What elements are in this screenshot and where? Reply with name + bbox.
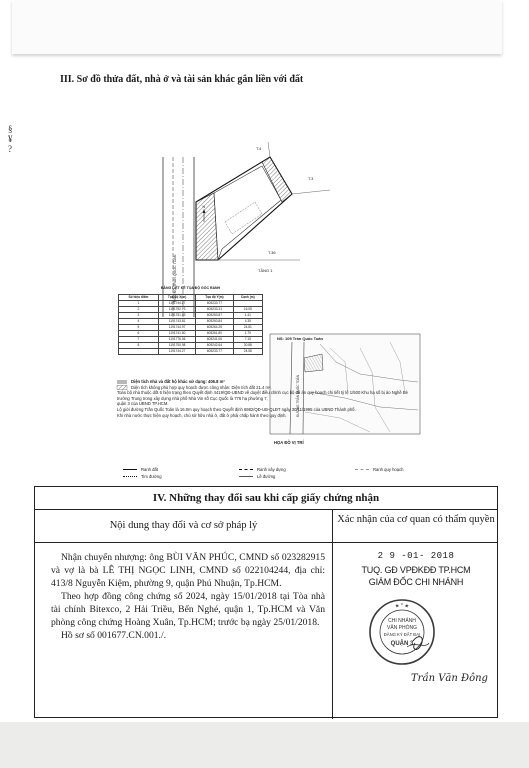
coord-cell: 1191743.81 [158,319,195,325]
plan-notes [117,379,417,418]
legend-le-duong: Lề đường [239,474,275,479]
previous-page-card [12,0,502,54]
coord-cell: 605233.31 [196,307,233,313]
location-map-title: NS: 105 Trần Quốc Toản [277,336,323,341]
stamp-title-line: GIÁM ĐỐC CHI NHÁNH [368,577,464,587]
coord-cell: 5 [119,325,159,331]
legend-ranh-xay-dung: Ranh xây dựng [239,467,286,472]
coord-cell: 2 [119,307,159,313]
change-contract-paragraph: Theo hợp đồng công chứng số 2024, ngày 15/01/2018 tại Tòa nhà tài chính Bitexco, 2 Hải Triều, Bến Nghé, quận 1, Tp.HCM và Văn phòng công chứng Hoàng Xuân, Tp.HCM; trước bạ ngày 25/01/2018. [51,591,325,628]
built-area-hatch [262,157,292,202]
change-transfer-paragraph: Nhận chuyển nhượng: ông BÙI VĂN PHÚC, CMND số 023282915 và vợ là bà LÊ THỊ NGỌC LINH, CMND số 022104244, địa chỉ: 413/8 Nguyễn Kiệm, phường 9, quận Phú Nhuận, Tp.HCM. [51,552,325,589]
note-built: Diện tích nhà và đất hộ khác sử dụng: 406.8 m² [131,379,225,384]
coord-header: Tọa độ X(m) [158,295,195,301]
note-unplanned: Diện tích không phù hợp quy hoạch được công nhận: Diện tích đất 21.4 m². [131,384,272,390]
coord-cell: 1 [119,301,159,307]
seal-line-3: ĐĂNG KÝ ĐẤT ĐAI [383,632,421,637]
coord-cell: 1191750.98 [158,343,195,349]
coord-cell: 605260.84 [196,319,233,325]
stamp-date: 2 9 -01- 2018 [377,551,455,561]
svg-text:★ * ★: ★ * ★ [394,603,410,610]
location-map-caption: HỌA ĐỒ VỊ TRÍ [274,440,304,445]
coord-cell: 24.81 [233,325,262,331]
coord-cell: 4.35 [233,319,262,325]
coord-cell: 605242.64 [196,343,233,349]
floor-label: TẦNG 1 [258,268,273,273]
signer-name: Trần Văn Đông [411,673,488,684]
coord-row [119,349,263,355]
section-4-table [34,486,498,718]
coordinate-table [118,294,263,355]
coord-cell: 16.05 [233,307,262,313]
note-4: Khi nhà nước thực hiện quy hoạch, chủ sở hữu nhà ở, đất ở phải chấp hành theo quy định. [117,412,287,418]
legend-ranh-quy-hoach: Ranh quy hoạch [355,467,404,472]
coord-cell: 3 [119,313,159,319]
coord-cell: 8 [119,343,159,349]
coord-cell: 1.79 [233,331,262,337]
seal-line-1: CHI NHÁNH [388,618,416,624]
note-2: quận 3 của UBND TP.HCM. [117,401,169,407]
coord-cell: 605261.80 [196,331,233,337]
header-authority-confirmation: Xác nhận của cơ quan có thẩm quyền [337,514,495,525]
legend-tim-duong: Tim đường [123,474,162,479]
svg-text:N: N [202,205,206,209]
certificate-page [0,62,529,768]
stamp-authority-line: TUQ. GĐ VPĐKĐĐ TP.HCM [361,565,471,575]
coord-cell: 7.15 [233,337,262,343]
section-4-title: IV. Những thay đổi sau khi cấp giấy chứng nhận [35,487,497,510]
coord-cell: 30.88 [233,343,262,349]
coord-cell: 605241.06 [196,337,233,343]
coord-cell: 1.41 [233,313,262,319]
coord-header: Số hiệu điểm [119,295,159,301]
previous-page-edge [0,0,529,62]
coord-cell: 4 [119,319,159,325]
coord-cell: 1191744.97 [158,325,195,331]
note-1: Toàn bộ nhà thuộc dốt 6 hiện trạng theo Quyết định 4419/QĐ-UBND về duyệt điều chỉnh cục bộ đồ án quy hoạch chi tiết tỷ lệ 1/500 Khu hạ số bị ảo Nghề Bè trường Trung trong xây dựng nhà phố Nhà Vin số Cục Quốc là 776 hạ phường 7, [117,390,408,401]
coord-header: Cạnh (m) [233,295,262,301]
coord-cell: 1191744.27 [158,349,195,355]
house-inner-area [225,202,262,234]
seal-line-4: QUẬN 3 [390,641,414,647]
seal-line-2: VĂN PHÒNG [386,625,418,631]
coord-cell: 605233.77 [196,301,233,307]
coord-cell: 605253.87 [196,313,233,319]
page-bottom-margin [0,722,529,768]
legend-ranh-dat: Ranh đất [123,467,158,472]
official-seal-icon [367,597,437,667]
section-4-header-row [35,510,497,543]
coord-cell: 1191741.50 [158,331,195,337]
coord-cell: 7 [119,337,159,343]
note-3: Lộ giới đường Trần Quốc Toản là 16.0m quy hoạch theo Quyết định 6982/QĐ-UB-QLĐT ngày 30/11/1995 của UBND Thành phố. [117,406,356,412]
change-file-number: Hồ sơ số 001677.CN.001./. [61,630,167,641]
coord-cell [119,349,159,355]
neighbor-line [292,190,330,194]
plot-label-t36: T.36 [268,250,276,255]
coord-cell: 1191744.27 [158,301,195,307]
coord-cell: 1191751.43 [158,313,195,319]
neighbor-line [268,142,270,157]
coord-header: Tọa độ Y(m) [196,295,233,301]
header-change-content: Nội dung thay đổi và cơ sở pháp lý [109,520,258,531]
coord-cell: 1191776.06 [158,337,195,343]
location-map-street: ĐƯỜNG TRẦN QUỐC TOẢN [296,374,300,417]
plot-label-t3: T.3 [308,176,314,181]
margin-marks: § ¥ ? [8,124,13,154]
coord-cell: 605233.77 [196,349,233,355]
land-plot-diagram [0,62,529,482]
change-content [51,551,325,642]
authority-confirmation [333,545,499,719]
section-3-title: III. Sơ đồ thửa đất, nhà ở và tài sản khác gắn liền với đất [60,74,304,85]
coord-table-caption: BẢNG LIỆT KÊ TỌA ĐỘ GÓC RANH [160,286,221,290]
coord-cell: 1191752.73 [158,307,195,313]
coord-cell: 6 [119,331,159,337]
street-label: ĐƯỜNG TRẦN QUỐC TOẢN [173,254,177,302]
coord-cell: 24.58 [233,349,262,355]
coord-cell: 605264.26 [196,325,233,331]
plot-label-t4: T.4 [256,146,262,151]
